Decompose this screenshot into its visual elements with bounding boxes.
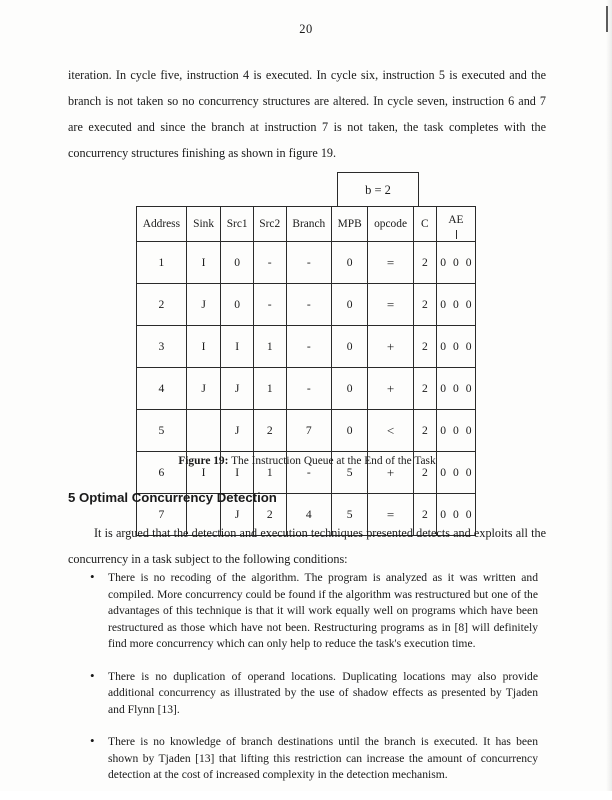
cell-branch: 4 [286, 494, 332, 536]
table-header-row [137, 207, 476, 242]
cell-address: 4 [137, 368, 187, 410]
cell-branch: - [286, 326, 332, 368]
cell-src1: I [221, 452, 254, 494]
cell-ae [436, 284, 475, 326]
cell-src2: 1 [253, 452, 286, 494]
list-item: • There is no duplication of operand locations. Duplicating locations may also provide additional concurrency as illustrated by the use of shadow effects as presented by Tjaden and Flynn [13]. [86, 669, 538, 719]
cell-opcode: = [368, 284, 414, 326]
cell-address: 6 [137, 452, 187, 494]
cell-ae-0: 0 [440, 256, 447, 269]
cell-ae [436, 242, 475, 284]
table-row [137, 242, 476, 284]
cell-opcode: < [368, 410, 414, 452]
cell-mpb: 5 [332, 452, 368, 494]
cell-mpb: 0 [332, 242, 368, 284]
cell-src2: 2 [253, 410, 286, 452]
cell-ae-1: 0 [453, 382, 459, 395]
cell-c: 2 [413, 284, 436, 326]
cell-ae-1: 0 [453, 256, 459, 269]
column-header-ae [436, 207, 475, 242]
cell-opcode: + [368, 452, 414, 494]
scan-edge-artifact [606, 0, 612, 791]
cell-address: 3 [137, 326, 187, 368]
cell-ae-1: 0 [453, 466, 459, 479]
cell-sink: I [186, 326, 221, 368]
column-header-ae-divider [456, 230, 457, 239]
column-header-opcode: opcode [368, 207, 414, 242]
cell-address: 1 [137, 242, 187, 284]
cell-address: 7 [137, 494, 187, 536]
cell-c: 2 [413, 326, 436, 368]
cell-mpb: 0 [332, 326, 368, 368]
table-row [137, 284, 476, 326]
branch-counter-label: b = 2 [365, 182, 391, 197]
column-header-mpb: MPB [332, 207, 368, 242]
conditions-list [86, 570, 538, 800]
cell-src1: J [221, 368, 254, 410]
page-number: 20 [299, 22, 313, 36]
instruction-queue-table [136, 206, 476, 536]
cell-c: 2 [413, 368, 436, 410]
cell-address: 5 [137, 410, 187, 452]
cell-c: 2 [413, 494, 436, 536]
cell-src1: J [221, 410, 254, 452]
table-row [137, 368, 476, 410]
column-header-branch: Branch [286, 207, 332, 242]
intro-paragraph: iteration. In cycle five, instruction 4 is executed. In cycle six, instruction 5 is executed and the branch is not taken so no concurrency structures are altered. In cycle seven, instruction 6 and 7 are executed and since the branch at instruction 7 is not taken, the task completes with the concurrency structures finishing as shown in figure 19. [68, 68, 546, 160]
cell-ae-0: 0 [440, 340, 447, 353]
cell-ae-2: 0 [465, 424, 472, 437]
column-header-sink: Sink [186, 207, 221, 242]
cell-src2: - [253, 242, 286, 284]
cell-opcode: = [368, 494, 414, 536]
cell-branch: - [286, 242, 332, 284]
figure-caption-text: The Instruction Queue at the End of the Task [231, 455, 436, 467]
cell-ae-0: 0 [440, 298, 447, 311]
cell-sink [186, 410, 221, 452]
cell-branch: 7 [286, 410, 332, 452]
cell-mpb: 5 [332, 494, 368, 536]
column-header-c: C [413, 207, 436, 242]
cell-sink: I [186, 452, 221, 494]
cell-src1: 0 [221, 284, 254, 326]
cell-c: 2 [413, 452, 436, 494]
cell-branch: - [286, 452, 332, 494]
column-header-ae-label: AE [448, 214, 464, 226]
list-item: • There is no knowledge of branch destinations until the branch is executed. It has been shown by Tjaden [13] that lifting this restriction can increase the amount of concurrency detection at the cost of increased complexity in the detection mechanism. [86, 734, 538, 784]
cell-ae-1: 0 [453, 508, 459, 521]
cell-branch: - [286, 284, 332, 326]
cell-ae-1: 0 [453, 424, 459, 437]
cell-src2: - [253, 284, 286, 326]
cell-src2: 1 [253, 326, 286, 368]
list-item: • There is no recoding of the algorithm. The program is analyzed as it was written and compiled. More concurrency could be found if the algorithm was restructured but one of the advantages of this technique is that it will work equally well on programs which have been restructured as those which have not been. Restructuring programs as in [8] will definitely find more concurrency which can only help to reduce the task's execution time. [86, 570, 538, 653]
branch-counter-box [337, 172, 419, 207]
cell-src1: J [221, 494, 254, 536]
cell-opcode: = [368, 242, 414, 284]
cell-sink: J [186, 368, 221, 410]
cell-ae-0: 0 [440, 424, 447, 437]
cell-ae [436, 368, 475, 410]
column-header-address: Address [137, 207, 187, 242]
cell-mpb: 0 [332, 410, 368, 452]
cell-ae-2: 0 [465, 508, 472, 521]
cell-ae-0: 0 [440, 382, 447, 395]
cell-ae-1: 0 [453, 298, 459, 311]
cell-ae-0: 0 [440, 508, 447, 521]
cell-address: 2 [137, 284, 187, 326]
figure-caption [68, 455, 546, 467]
cell-mpb: 0 [332, 368, 368, 410]
table-row [137, 410, 476, 452]
cell-src1: 0 [221, 242, 254, 284]
column-header-src2: Src2 [253, 207, 286, 242]
cell-c: 2 [413, 242, 436, 284]
cell-ae-2: 0 [465, 298, 472, 311]
cell-ae-0: 0 [440, 466, 447, 479]
cell-ae [436, 410, 475, 452]
cell-opcode: + [368, 326, 414, 368]
figure-caption-label: Figure 19: [178, 455, 229, 467]
column-header-src1: Src1 [221, 207, 254, 242]
cell-sink: I [186, 242, 221, 284]
cell-src2: 2 [253, 494, 286, 536]
table-row [137, 326, 476, 368]
cell-opcode: + [368, 368, 414, 410]
cell-ae [436, 326, 475, 368]
cell-src2: 1 [253, 368, 286, 410]
cell-ae-2: 0 [465, 382, 472, 395]
cell-branch: - [286, 368, 332, 410]
cell-src1: I [221, 326, 254, 368]
cell-c: 2 [413, 410, 436, 452]
cell-ae-2: 0 [465, 466, 472, 479]
section-heading: 5 Optimal Concurrency Detection [68, 490, 277, 505]
cell-mpb: 0 [332, 284, 368, 326]
section-lead-paragraph: It is argued that the detection and execution techniques presented detects and exploits all the concurrency in a task subject to the following conditions: [68, 526, 546, 566]
cell-ae-1: 0 [453, 340, 459, 353]
cell-sink: J [186, 284, 221, 326]
cell-ae-2: 0 [465, 256, 472, 269]
cell-ae-2: 0 [465, 340, 472, 353]
